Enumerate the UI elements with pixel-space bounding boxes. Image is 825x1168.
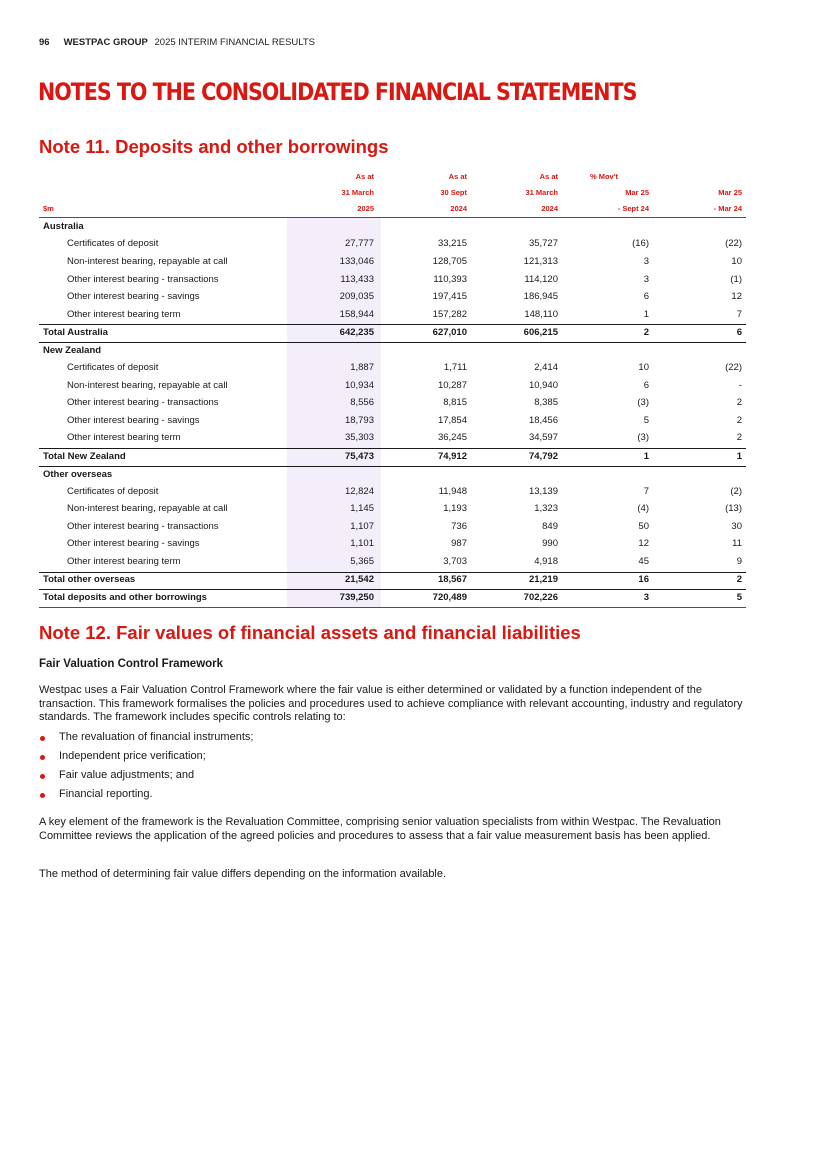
cell-mov-mar: 9	[736, 556, 742, 567]
cell-mov-mar: 11	[732, 538, 742, 549]
table-row	[39, 236, 746, 253]
col3-header-line3: 2024	[541, 204, 558, 213]
controls-list	[39, 731, 253, 807]
cell-sep24: 157,282	[432, 309, 467, 320]
col1-header-line3: 2025	[357, 204, 374, 213]
row-label: Other interest bearing term	[67, 309, 181, 320]
cell-mar24: 34,597	[528, 432, 558, 443]
table-row	[39, 307, 746, 324]
cell-mar25: 158,944	[339, 309, 374, 320]
list-item	[39, 769, 253, 788]
cell-sep24: 987	[451, 538, 467, 549]
cell-mov-mar: 10	[731, 256, 742, 267]
section-heading: Other overseas	[43, 469, 113, 480]
list-item-text: Independent price verification;	[59, 750, 206, 762]
cell-mov-mar: (1)	[730, 274, 742, 285]
cell-mov-sep: (3)	[637, 432, 649, 443]
cell-mar25: 1,145	[350, 503, 374, 514]
cell-sep24: 720,489	[432, 592, 467, 603]
row-label: Total New Zealand	[43, 451, 126, 462]
cell-mov-mar: 6	[736, 327, 742, 338]
table-row	[39, 272, 746, 289]
cell-mov-mar: 7	[736, 309, 742, 320]
header-row-2	[39, 188, 746, 202]
cell-mar24: 4,918	[534, 556, 558, 567]
bullet-icon	[40, 774, 45, 779]
cell-mov-mar: (13)	[725, 503, 742, 514]
row-label: Certificates of deposit	[67, 486, 159, 497]
cell-mov-sep: 1	[643, 451, 649, 462]
cell-sep24: 74,912	[437, 451, 467, 462]
table-row	[39, 501, 746, 518]
cell-mov-sep: (4)	[637, 503, 649, 514]
list-item	[39, 750, 253, 769]
section-heading-row	[39, 467, 746, 484]
list-item	[39, 788, 253, 807]
cell-mar24: 114,120	[524, 274, 558, 285]
row-label: Other interest bearing term	[67, 432, 181, 443]
cell-mar24: 21,219	[528, 574, 558, 585]
cell-mov-sep: 12	[638, 538, 649, 549]
note12-paragraph-2: A key element of the framework is the Revaluation Committee, comprising senior valuation specialists from within Westpac. The Revaluation Committee reviews the application of the agreed policies and procedures to assess that a fair value measurement basis has been applied.	[39, 816, 721, 842]
cell-mov-sep: 1	[643, 309, 649, 320]
cell-mov-sep: 6	[643, 291, 649, 302]
total-row	[39, 325, 746, 342]
cell-mar24: 8,385	[534, 397, 558, 408]
note12-subheading: Fair Valuation Control Framework	[39, 658, 224, 670]
cell-mar24: 702,226	[523, 592, 558, 603]
section-heading: New Zealand	[43, 345, 102, 356]
section-heading: Australia	[43, 221, 84, 232]
cell-mar24: 1,323	[534, 503, 558, 514]
table-row	[39, 536, 746, 553]
section-heading-row	[39, 219, 746, 236]
cell-mov-sep: (3)	[637, 397, 649, 408]
cell-mar25: 1,107	[350, 521, 374, 532]
cell-mar24: 35,727	[528, 238, 558, 249]
cell-mar25: 133,046	[339, 256, 374, 267]
row-label: Total other overseas	[43, 574, 136, 585]
table-row	[39, 413, 746, 430]
cell-mar25: 642,235	[339, 327, 374, 338]
report-name: 2025 INTERIM FINANCIAL RESULTS	[154, 37, 315, 48]
cell-mov-sep: 3	[643, 274, 649, 285]
grand-total-row	[39, 590, 746, 607]
row-label: Certificates of deposit	[67, 362, 159, 373]
table-row	[39, 254, 746, 271]
cell-mar25: 209,035	[339, 291, 374, 302]
unit-label: $m	[43, 204, 54, 213]
row-label: Other interest bearing - savings	[67, 291, 200, 302]
movement-group-header: % Mov't	[589, 172, 619, 181]
cell-sep24: 36,245	[437, 432, 467, 443]
cell-sep24: 33,215	[437, 238, 467, 249]
col4-header-line2: - Sept 24	[617, 204, 649, 213]
cell-mov-sep: 10	[638, 362, 649, 373]
row-label: Non-interest bearing, repayable at call	[67, 256, 228, 267]
cell-mov-sep: 16	[638, 574, 649, 585]
cell-mar25: 8,556	[350, 397, 374, 408]
table-row	[39, 554, 746, 571]
cell-mov-mar: 1	[736, 451, 742, 462]
row-label: Non-interest bearing, repayable at call	[67, 503, 228, 514]
cell-mar25: 75,473	[344, 451, 374, 462]
table-bottom-rule	[39, 607, 746, 608]
cell-mov-sep: 50	[638, 521, 649, 532]
cell-mov-sep: 7	[643, 486, 649, 497]
cell-mov-mar: 2	[736, 574, 742, 585]
header-row-1	[39, 172, 746, 186]
cell-mar24: 606,215	[523, 327, 558, 338]
list-item-text: Fair value adjustments; and	[59, 769, 195, 781]
header-row-3	[39, 204, 746, 218]
table-row	[39, 395, 746, 412]
cell-mov-sep: 6	[643, 380, 649, 391]
table-row	[39, 289, 746, 306]
row-label: Total Australia	[43, 327, 108, 338]
page-header	[39, 37, 315, 48]
section-heading-row	[39, 343, 746, 360]
cell-sep24: 10,287	[437, 380, 467, 391]
row-label: Non-interest bearing, repayable at call	[67, 380, 228, 391]
cell-sep24: 18,567	[437, 574, 467, 585]
row-label: Other interest bearing - transactions	[67, 274, 219, 285]
cell-mov-mar: -	[738, 380, 742, 391]
cell-sep24: 627,010	[432, 327, 467, 338]
note12-paragraph-3: The method of determining fair value differs depending on the information available.	[39, 868, 447, 880]
row-label: Other interest bearing term	[67, 556, 181, 567]
cell-mov-sep: (16)	[632, 238, 649, 249]
cell-mar24: 148,110	[524, 309, 558, 320]
col1-header-line1: As at	[355, 172, 374, 181]
cell-mar25: 113,433	[340, 274, 374, 285]
cell-sep24: 3,703	[443, 556, 467, 567]
cell-mov-sep: 3	[643, 592, 649, 603]
cell-mar25: 1,101	[350, 538, 374, 549]
cell-mov-sep: 2	[643, 327, 649, 338]
cell-mar25: 739,250	[339, 592, 374, 603]
cell-mar24: 74,792	[528, 451, 558, 462]
page-number: 96	[39, 37, 50, 48]
col3-header-line1: As at	[539, 172, 558, 181]
col4-header-line1: Mar 25	[625, 188, 649, 197]
col2-header-line1: As at	[448, 172, 467, 181]
row-label: Certificates of deposit	[67, 238, 159, 249]
cell-mov-mar: 5	[736, 592, 742, 603]
note12-paragraph-1: Westpac uses a Fair Valuation Control Framework where the fair value is either determined or validated by a function independent of the transaction. This framework formalises the policies and procedures used to achieve compliance with relevant accounting, industry and regulatory standards. The framework includes specific controls relating to:	[39, 684, 743, 723]
cell-sep24: 11,948	[438, 486, 467, 497]
cell-sep24: 1,193	[443, 503, 467, 514]
table-row	[39, 360, 746, 377]
table-row	[39, 378, 746, 395]
list-item	[39, 731, 253, 750]
cell-mar25: 12,824	[344, 486, 374, 497]
total-row	[39, 572, 746, 589]
cell-mar24: 849	[542, 521, 558, 532]
cell-mar25: 5,365	[350, 556, 374, 567]
page-title: NOTES TO THE CONSOLIDATED FINANCIAL STATEMENTS	[38, 78, 637, 106]
cell-sep24: 110,393	[433, 274, 467, 285]
cell-mar24: 13,139	[528, 486, 558, 497]
cell-mar25: 1,887	[350, 362, 374, 373]
cell-mar24: 18,456	[528, 415, 558, 426]
cell-mov-sep: 45	[638, 556, 649, 567]
cell-mov-mar: 12	[731, 291, 742, 302]
note11-title: Note 11. Deposits and other borrowings	[39, 136, 389, 157]
cell-mar25: 35,303	[344, 432, 374, 443]
col1-header-line2: 31 March	[341, 188, 374, 197]
row-label: Other interest bearing - transactions	[67, 397, 219, 408]
row-label: Total deposits and other borrowings	[43, 592, 207, 603]
note12-title: Note 12. Fair values of financial assets and financial liabilities	[39, 622, 581, 643]
cell-sep24: 128,705	[432, 256, 467, 267]
cell-mar24: 10,940	[528, 380, 558, 391]
cell-sep24: 8,815	[443, 397, 467, 408]
cell-mov-mar: (22)	[725, 238, 742, 249]
cell-mar24: 121,313	[523, 256, 558, 267]
bullet-icon	[40, 793, 45, 798]
cell-mar24: 2,414	[534, 362, 558, 373]
cell-mov-mar: (22)	[725, 362, 742, 373]
cell-mar24: 186,945	[523, 291, 558, 302]
cell-mov-sep: 5	[643, 415, 649, 426]
company-name: WESTPAC GROUP	[63, 37, 148, 48]
table-row	[39, 430, 746, 447]
row-label: Other interest bearing - savings	[67, 415, 200, 426]
col5-header-line1: Mar 25	[718, 188, 742, 197]
cell-mar24: 990	[542, 538, 558, 549]
row-label: Other interest bearing - transactions	[67, 521, 219, 532]
bullet-icon	[40, 755, 45, 760]
cell-mar25: 18,793	[344, 415, 374, 426]
cell-mov-mar: (2)	[730, 486, 742, 497]
cell-sep24: 1,711	[443, 362, 467, 373]
cell-sep24: 736	[451, 521, 467, 532]
cell-mov-mar: 2	[736, 415, 742, 426]
cell-mov-sep: 3	[643, 256, 649, 267]
list-item-text: The revaluation of financial instruments;	[59, 731, 254, 743]
col3-header-line2: 31 March	[525, 188, 558, 197]
col2-header-line2: 30 Sept	[440, 188, 467, 197]
cell-sep24: 197,415	[432, 291, 467, 302]
cell-mar25: 10,934	[344, 380, 374, 391]
cell-mov-mar: 2	[736, 397, 742, 408]
cell-sep24: 17,854	[437, 415, 467, 426]
table-row	[39, 484, 746, 501]
total-row	[39, 449, 746, 466]
cell-mar25: 27,777	[344, 238, 374, 249]
row-label: Other interest bearing - savings	[67, 538, 200, 549]
col5-header-line2: - Mar 24	[713, 204, 742, 213]
cell-mov-mar: 2	[736, 432, 742, 443]
header-rule	[39, 217, 746, 218]
cell-mar25: 21,542	[344, 574, 374, 585]
cell-mov-mar: 30	[731, 521, 742, 532]
table-row	[39, 519, 746, 536]
list-item-text: Financial reporting.	[59, 788, 153, 800]
bullet-icon	[40, 736, 45, 741]
col2-header-line3: 2024	[450, 204, 467, 213]
